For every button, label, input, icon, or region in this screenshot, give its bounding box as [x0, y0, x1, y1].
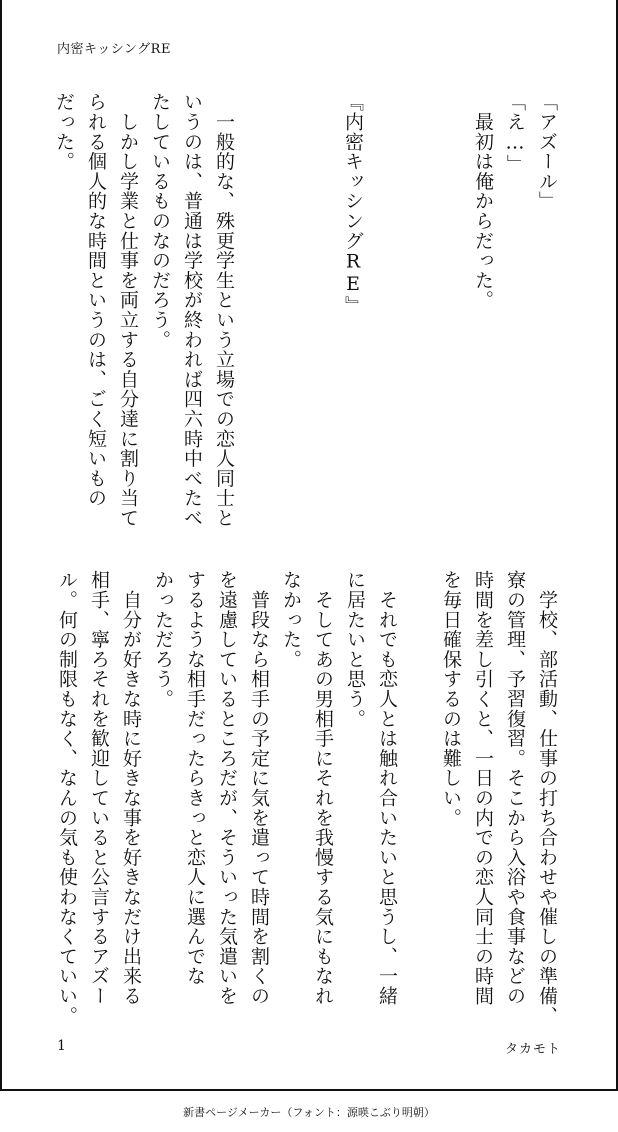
page-number: 1 [57, 1038, 66, 1054]
text-column: だった。 [53, 92, 75, 172]
text-column: を毎日確保するのは難しい。 [440, 570, 462, 828]
text-column: そしてあの男相手にそれを我慢する気にもなれ [312, 570, 334, 1006]
text-column: いうのは、普通は学校が終われば四六時中べたべ [181, 92, 203, 528]
text-column: 相手、寧ろそれを歓迎していると公言するアズー [88, 570, 110, 1006]
text-column: 最初は俺からだった。 [472, 92, 494, 310]
text-column: を遠慮しているところだが、そういった気遣いを [216, 570, 238, 1006]
text-column: られる個人的な時間というのは、ごく短いもの [85, 92, 107, 508]
text-column: 自分が好きな時に好きな事を好きなだけ出来る [120, 570, 142, 1006]
text-column: 学校、部活動、仕事の打ち合わせや催しの準備、 [536, 570, 558, 1026]
running-header-title: 内密キッシングRE [57, 42, 171, 57]
text-column: 「アズール」 [536, 92, 558, 211]
text-column: 寮の管理、予習復習。そこから入浴や食事などの [504, 570, 526, 1006]
text-column: しかし学業と仕事を両立する自分達に割り当て [117, 92, 139, 528]
text-column: それでも恋人とは触れ合いたいと思うし、一緒 [376, 570, 398, 1006]
text-column: ル。何の制限もなく、なんの気も使わなくていい。 [56, 570, 78, 1026]
text-column: なかった。 [280, 570, 302, 669]
author-name: タカモト [504, 1042, 561, 1057]
text-column: に居たいと思う。 [344, 570, 366, 729]
text-column: するような相手だったらきっと恋人に選んでな [184, 570, 206, 986]
text-column: 「え…」 [504, 92, 526, 175]
text-column: かっただろう。 [152, 570, 174, 709]
chapter-title: 『内密キッシングRE』 [342, 92, 364, 316]
text-column: 一般的な、殊更学生という立場での恋人同士と [213, 92, 235, 528]
generator-credit: 新書ページメーカー（フォント：源暎こぶり明朝） [183, 1106, 435, 1119]
text-column: たしているものなのだろう。 [149, 92, 171, 350]
text-column: 時間を差し引くと、一日の内での恋人同士の時間 [472, 570, 494, 1006]
text-column: 普段なら相手の予定に気を遣って時間を割くの [248, 570, 270, 1006]
